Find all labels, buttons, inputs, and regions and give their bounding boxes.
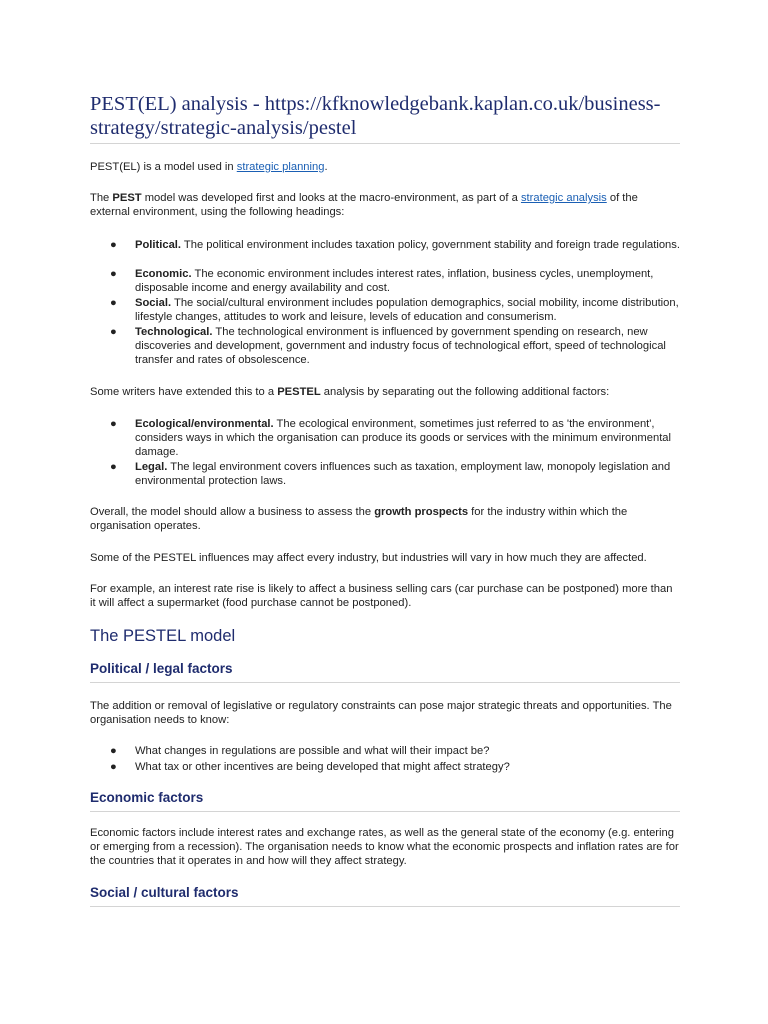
pest-text-2: model was developed first and looks at the macro-environment, as part of a (141, 192, 521, 204)
bullet-icon: ● (110, 268, 117, 280)
bullet-icon: ● (110, 297, 117, 309)
pest-bold: PEST (112, 192, 142, 204)
list-item-ecological (110, 417, 680, 459)
bullet-icon: ● (110, 745, 117, 757)
pest-text-1: The (90, 192, 113, 204)
item-term: Social. (135, 297, 172, 309)
list-item-regulations (110, 744, 680, 758)
list-item-technological (110, 325, 680, 367)
item-term: Political. (135, 239, 182, 251)
pestel-bold: PESTEL (277, 386, 321, 398)
pestel-model-heading: The PESTEL model (90, 627, 236, 645)
item-text: The technological environment is influenced by government spending on research, new discoveries and development, government and industry focus of technological effort, speed of technological transfer and rates of obsolescence. (135, 326, 666, 366)
pestel-text-1: Some writers have extended this to a (90, 386, 278, 398)
item-text: The social/cultural environment includes population demographics, social mobility, income distribution, lifestyle changes, attitudes to work and leisure, levels of education and consumerism. (135, 297, 679, 323)
economic-paragraph: Economic factors include interest rates and exchange rates, as well as the general state of the economy (e.g. entering or emerging from a recession). The organisation needs to know what the economic prospects and inflation rates are for the countries that it operates in and how will they affect strategy. (90, 827, 679, 867)
item-term: Legal. (135, 461, 168, 473)
overall-bold: growth prospects (374, 506, 469, 518)
page-title: PEST(EL) analysis - https://kfknowledgebank.kaplan.co.uk/business-strategy/strategic-analysis/pestel (90, 92, 680, 144)
item-text: The legal environment covers influences such as taxation, employment law, monopoly legislation and environmental protection laws. (135, 461, 671, 487)
bullet-icon: ● (110, 326, 117, 338)
list-item-incentives (110, 760, 680, 774)
pestel-text-2: analysis by separating out the following additional factors: (320, 386, 610, 398)
example-paragraph: For example, an interest rate rise is likely to affect a business selling cars (car purchase can be postponed) more than it will affect a supermarket (food purchase cannot be postponed). (90, 583, 673, 609)
overall-text-2: for the industry within which the organisation operates. (90, 506, 628, 532)
item-text: What changes in regulations are possible and what will their impact be? (135, 745, 490, 757)
influences-paragraph: Some of the PESTEL influences may affect every industry, but industries will vary in how much they are affected. (90, 552, 647, 564)
list-item-economic (110, 267, 680, 295)
item-term: Ecological/environmental. (135, 418, 274, 430)
intro-paragraph (90, 160, 680, 174)
item-term: Technological. (135, 326, 213, 338)
intro-text: PEST(EL) is a model used in (90, 161, 237, 173)
social-cultural-heading: Social / cultural factors (90, 884, 680, 907)
item-text: The political environment includes taxation policy, government stability and foreign trade regulations. (181, 239, 680, 251)
bullet-icon: ● (110, 461, 117, 473)
list-item-social (110, 296, 680, 324)
overall-text-1: Overall, the model should allow a business to assess the (90, 506, 375, 518)
overall-paragraph (90, 505, 680, 533)
pest-text-3: of the external environment, using the following headings: (90, 192, 638, 218)
economic-heading: Economic factors (90, 789, 680, 812)
pest-paragraph (90, 191, 680, 219)
political-paragraph: The addition or removal of legislative or regulatory constraints can pose major strategic threats and opportunities. The organisation needs to know: (90, 700, 672, 726)
list-item-legal (110, 460, 680, 488)
item-text: What tax or other incentives are being developed that might affect strategy? (135, 761, 510, 773)
bullet-icon: ● (110, 418, 117, 430)
item-term: Economic. (135, 268, 192, 280)
bullet-icon: ● (110, 239, 117, 251)
intro-period: . (324, 161, 328, 173)
item-text: The ecological environment, sometimes just referred to as 'the environment', considers ways in which the organisation can produce its goods or services with the minimum environmental damage. (135, 418, 672, 458)
strategic-analysis-link[interactable]: strategic analysis (520, 192, 607, 204)
pestel-paragraph (90, 385, 680, 399)
bullet-icon: ● (110, 761, 117, 773)
item-text: The economic environment includes interest rates, inflation, business cycles, unemployment, disposable income and energy availability and cost. (135, 268, 654, 294)
strategic-planning-link[interactable]: strategic planning (236, 161, 325, 173)
list-item-political (110, 238, 680, 252)
political-legal-heading: Political / legal factors (90, 660, 680, 683)
